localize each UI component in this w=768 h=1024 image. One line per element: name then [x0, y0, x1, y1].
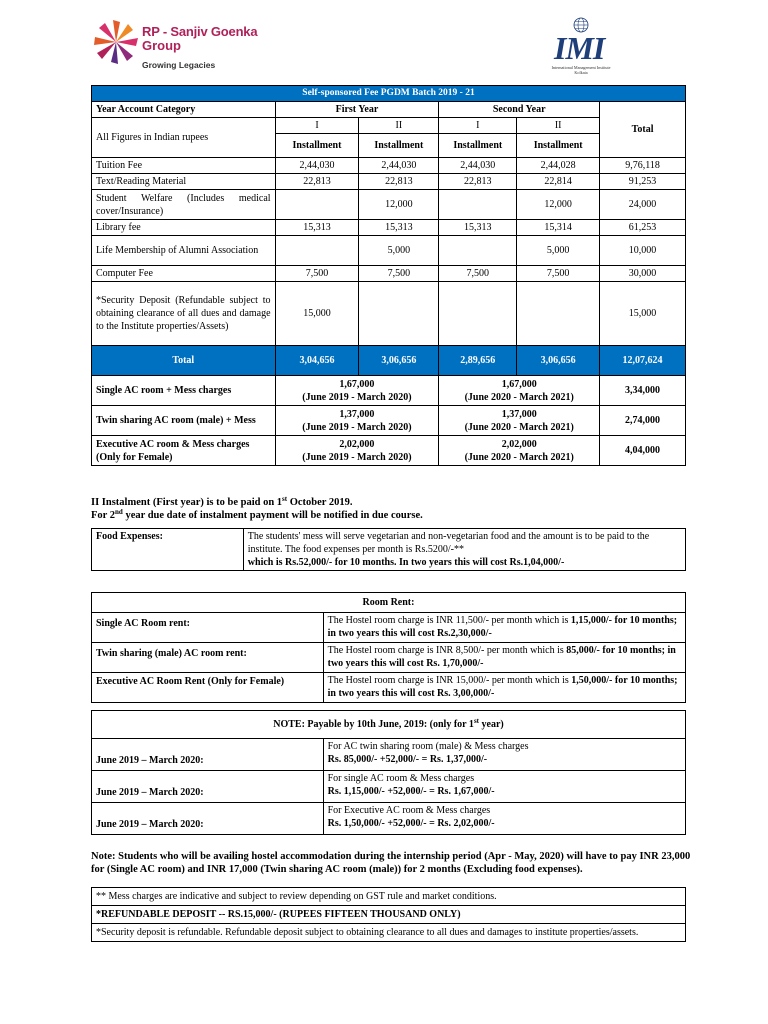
table-row: [92, 673, 686, 703]
row-label: Life Membership of Alumni Association: [92, 236, 276, 266]
imi-city: Kolkata: [574, 70, 588, 75]
cell-value: 12,000: [359, 190, 439, 220]
room-first-year: [275, 376, 439, 406]
note-text: II Instalment (First year) is to be paid on 1: [91, 497, 283, 508]
imi-logo: [540, 16, 622, 74]
payable-table: [91, 710, 686, 835]
brand-group: Group: [142, 38, 181, 53]
footer-notes-table: [91, 887, 686, 942]
instalment-note: [91, 496, 423, 522]
room-row: [92, 436, 686, 466]
table-row: [92, 888, 686, 906]
payable-title-text: NOTE: Payable by 10th June, 2019: (only for 1: [273, 719, 474, 730]
cell-value: 15,000: [275, 282, 359, 346]
row-label: Tuition Fee: [92, 158, 276, 174]
room-total: 4,04,000: [600, 436, 686, 466]
cell-value: 7,500: [517, 266, 600, 282]
payable-period: June 2019 – March 2020:: [92, 771, 324, 803]
table-row: [92, 906, 686, 924]
room-period: (June 2020 - March 2021): [464, 451, 574, 463]
cell-value: [517, 282, 600, 346]
payable-line-1: For AC twin sharing room (male) & Mess charges: [327, 741, 529, 752]
cell-total: 61,253: [600, 220, 686, 236]
col-sy-2: II: [517, 118, 600, 134]
room-label: Twin sharing AC room (male) + Mess: [92, 406, 276, 436]
cell-value: 7,500: [359, 266, 439, 282]
cell-value: [439, 282, 517, 346]
row-label: *Security Deposit (Refundable subject to obtaining clearance of all dues and damage to the Institute properties/Assets): [92, 282, 276, 346]
installment-label: Installment: [517, 134, 600, 158]
payable-line-2: Rs. 1,15,000/- +52,000/- = Rs. 1,67,000/-: [327, 786, 495, 797]
cell-value: 15,313: [439, 220, 517, 236]
rent-text-plain: The Hostel room charge is INR 15,000/- per month which is: [327, 675, 572, 686]
fee-table-roman-row: [92, 118, 686, 134]
rent-text-plain: The Hostel room charge is INR 11,500/- per month which is: [327, 615, 571, 626]
imi-subtitle: International Management Institute: [551, 65, 611, 70]
mess-note: ** Mess charges are indicative and subject to review depending on GST rule and market conditions.: [92, 888, 686, 906]
note-sup: st: [282, 495, 288, 503]
installment-label: Installment: [275, 134, 359, 158]
payable-period: June 2019 – March 2020:: [92, 803, 324, 835]
payable-line-1: For single AC room & Mess charges: [327, 773, 475, 784]
col-sy-1: I: [439, 118, 517, 134]
total-value: 3,06,656: [517, 346, 600, 376]
rent-label: Executive AC Room Rent (Only for Female): [92, 673, 324, 703]
room-first-year: [275, 436, 439, 466]
cell-value: 12,000: [517, 190, 600, 220]
total-value: 2,89,656: [439, 346, 517, 376]
row-label: Computer Fee: [92, 266, 276, 282]
rent-text: [323, 673, 685, 703]
room-rent-title-row: [92, 593, 686, 613]
cell-value: [275, 236, 359, 266]
food-text-1: The students' mess will serve vegetarian and non-vegetarian food and the amount is to be paid to the institute. The food expenses per month is Rs.5200/-**: [247, 531, 650, 555]
room-row: [92, 406, 686, 436]
table-row: [92, 643, 686, 673]
food-expenses-table: [91, 528, 686, 571]
cell-value: 22,813: [275, 174, 359, 190]
total-value: 3,04,656: [275, 346, 359, 376]
col-fy-1: I: [275, 118, 359, 134]
payable-title-text: year): [479, 719, 504, 730]
cell-value: 2,44,030: [275, 158, 359, 174]
imi-wordmark: IMI: [554, 30, 605, 66]
rent-text-plain: The Hostel room charge is INR 8,500/- per month which is: [327, 645, 567, 656]
cell-value: 2,44,028: [517, 158, 600, 174]
col-first-year: First Year: [275, 102, 439, 118]
food-text-2: which is Rs.52,000/- for 10 months. In two years this will cost Rs.1,04,000/-: [247, 557, 565, 568]
internship-note: Note: Students who will be availing hostel accommodation during the internship period (Apr - May, 2020) will have to pay INR 23,000 for (Single AC room) and INR 17,000 (Twin sharing AC room (male)) for 2 months (Excluding food expenses).: [91, 851, 691, 875]
food-row: [92, 529, 686, 571]
fee-table: [91, 85, 686, 466]
room-period: (June 2019 - March 2020): [302, 421, 412, 433]
cell-value: 22,814: [517, 174, 600, 190]
col-second-year: Second Year: [439, 102, 600, 118]
total-label: Total: [92, 346, 276, 376]
rent-label: Single AC Room rent:: [92, 613, 324, 643]
food-text: [243, 529, 685, 571]
cell-value: [275, 190, 359, 220]
room-second-year: [439, 436, 600, 466]
note-sup: nd: [115, 508, 123, 516]
grand-total-value: 12,07,624: [600, 346, 686, 376]
table-row: [92, 739, 686, 771]
table-row: [92, 282, 686, 346]
cell-value: 2,44,030: [439, 158, 517, 174]
table-row: [92, 266, 686, 282]
table-row: [92, 924, 686, 942]
table-row: [92, 803, 686, 835]
room-label: Single AC room + Mess charges: [92, 376, 276, 406]
security-deposit-note: *Security deposit is refundable. Refundable deposit subject to obtaining clearance to all dues and damages to institute properties/assets.: [92, 924, 686, 942]
payable-line-2: Rs. 85,000/- +52,000/- = Rs. 1,37,000/-: [327, 754, 488, 765]
installment-label: Installment: [359, 134, 439, 158]
star-burst-icon: [92, 18, 140, 68]
payable-title: [92, 711, 686, 739]
row-label: Student Welfare (Includes medical cover/Insurance): [92, 190, 276, 220]
room-amount: 1,37,000: [501, 408, 537, 420]
cell-value: 22,813: [359, 174, 439, 190]
cell-value: 15,314: [517, 220, 600, 236]
table-row: [92, 220, 686, 236]
room-label: Executive AC room & Mess charges (Only for Female): [92, 436, 276, 466]
room-total: 2,74,000: [600, 406, 686, 436]
brand-tagline: Growing Legacies: [142, 60, 216, 70]
note-text: year due date of instalment payment will be notified in due course.: [122, 510, 423, 521]
room-period: (June 2019 - March 2020): [302, 391, 412, 403]
room-row: [92, 376, 686, 406]
room-second-year: [439, 376, 600, 406]
room-rent-table: [91, 592, 686, 703]
cell-total: 24,000: [600, 190, 686, 220]
refundable-deposit-note: *REFUNDABLE DEPOSIT -- RS.15,000/- (RUPEES FIFTEEN THOUSAND ONLY): [92, 906, 686, 924]
food-label: Food Expenses:: [92, 529, 244, 571]
cell-value: 2,44,030: [359, 158, 439, 174]
payable-period: June 2019 – March 2020:: [92, 739, 324, 771]
payable-title-row: [92, 711, 686, 739]
room-amount: 1,37,000: [339, 408, 375, 420]
rent-text: [323, 613, 685, 643]
instalment-line-1: [91, 496, 423, 509]
cell-value: [439, 236, 517, 266]
cell-value: 7,500: [275, 266, 359, 282]
cell-value: 22,813: [439, 174, 517, 190]
note-text: For 2: [91, 510, 116, 521]
rent-text-bold: 1,50,000/- for 10 months; in two years this will cost Rs. 3,00,000/-: [327, 675, 678, 699]
payable-detail: [323, 739, 685, 771]
cell-value: 15,313: [359, 220, 439, 236]
rent-text-bold: 1,15,000/- for 10 months; in two years this will cost Rs.2,30,000/-: [327, 615, 678, 639]
room-total: 3,34,000: [600, 376, 686, 406]
installment-label: Installment: [439, 134, 517, 158]
payable-title-sup: st: [473, 717, 479, 725]
cell-total: 91,253: [600, 174, 686, 190]
cell-value: [359, 282, 439, 346]
fee-table-title: Self-sponsored Fee PGDM Batch 2019 - 21: [92, 86, 686, 102]
payable-line-1: For Executive AC room & Mess charges: [327, 805, 491, 816]
table-row: [92, 190, 686, 220]
table-row: [92, 236, 686, 266]
rpsg-logo: [92, 18, 262, 72]
total-value: 3,06,656: [359, 346, 439, 376]
rent-label: Twin sharing (male) AC room rent:: [92, 643, 324, 673]
cell-total: 30,000: [600, 266, 686, 282]
cell-value: 7,500: [439, 266, 517, 282]
room-amount: 1,67,000: [339, 378, 375, 390]
table-row: [92, 158, 686, 174]
row-label: Text/Reading Material: [92, 174, 276, 190]
note-text: October 2019.: [287, 497, 353, 508]
room-second-year: [439, 406, 600, 436]
rent-text-bold: 85,000/- for 10 months; in two years this will cost Rs. 1,70,000/-: [327, 645, 676, 669]
room-period: (June 2020 - March 2021): [464, 421, 574, 433]
table-row: [92, 174, 686, 190]
table-row: [92, 771, 686, 803]
payable-detail: [323, 771, 685, 803]
room-first-year: [275, 406, 439, 436]
cell-value: [439, 190, 517, 220]
room-period: (June 2020 - March 2021): [464, 391, 574, 403]
fee-table-title-row: [92, 86, 686, 102]
brand-name: RP - Sanjiv Goenka: [142, 24, 258, 39]
col-category: Year Account Category: [92, 102, 276, 118]
room-amount: 1,67,000: [501, 378, 537, 390]
fee-table-header-row: [92, 102, 686, 118]
cell-value: 5,000: [359, 236, 439, 266]
cell-value: 5,000: [517, 236, 600, 266]
rent-text: [323, 643, 685, 673]
room-amount: 2,02,000: [339, 438, 375, 450]
room-rent-title: Room Rent:: [92, 593, 686, 613]
col-total: Total: [600, 102, 686, 158]
payable-line-2: Rs. 1,50,000/- +52,000/- = Rs. 2,02,000/-: [327, 818, 495, 829]
row-label: Library fee: [92, 220, 276, 236]
instalment-line-2: [91, 509, 423, 522]
cell-total: 15,000: [600, 282, 686, 346]
all-figures-label: All Figures in Indian rupees: [92, 118, 276, 158]
total-row: [92, 346, 686, 376]
table-row: [92, 613, 686, 643]
room-amount: 2,02,000: [501, 438, 537, 450]
cell-value: 15,313: [275, 220, 359, 236]
payable-detail: [323, 803, 685, 835]
col-fy-2: II: [359, 118, 439, 134]
room-period: (June 2019 - March 2020): [302, 451, 412, 463]
cell-total: 9,76,118: [600, 158, 686, 174]
cell-total: 10,000: [600, 236, 686, 266]
